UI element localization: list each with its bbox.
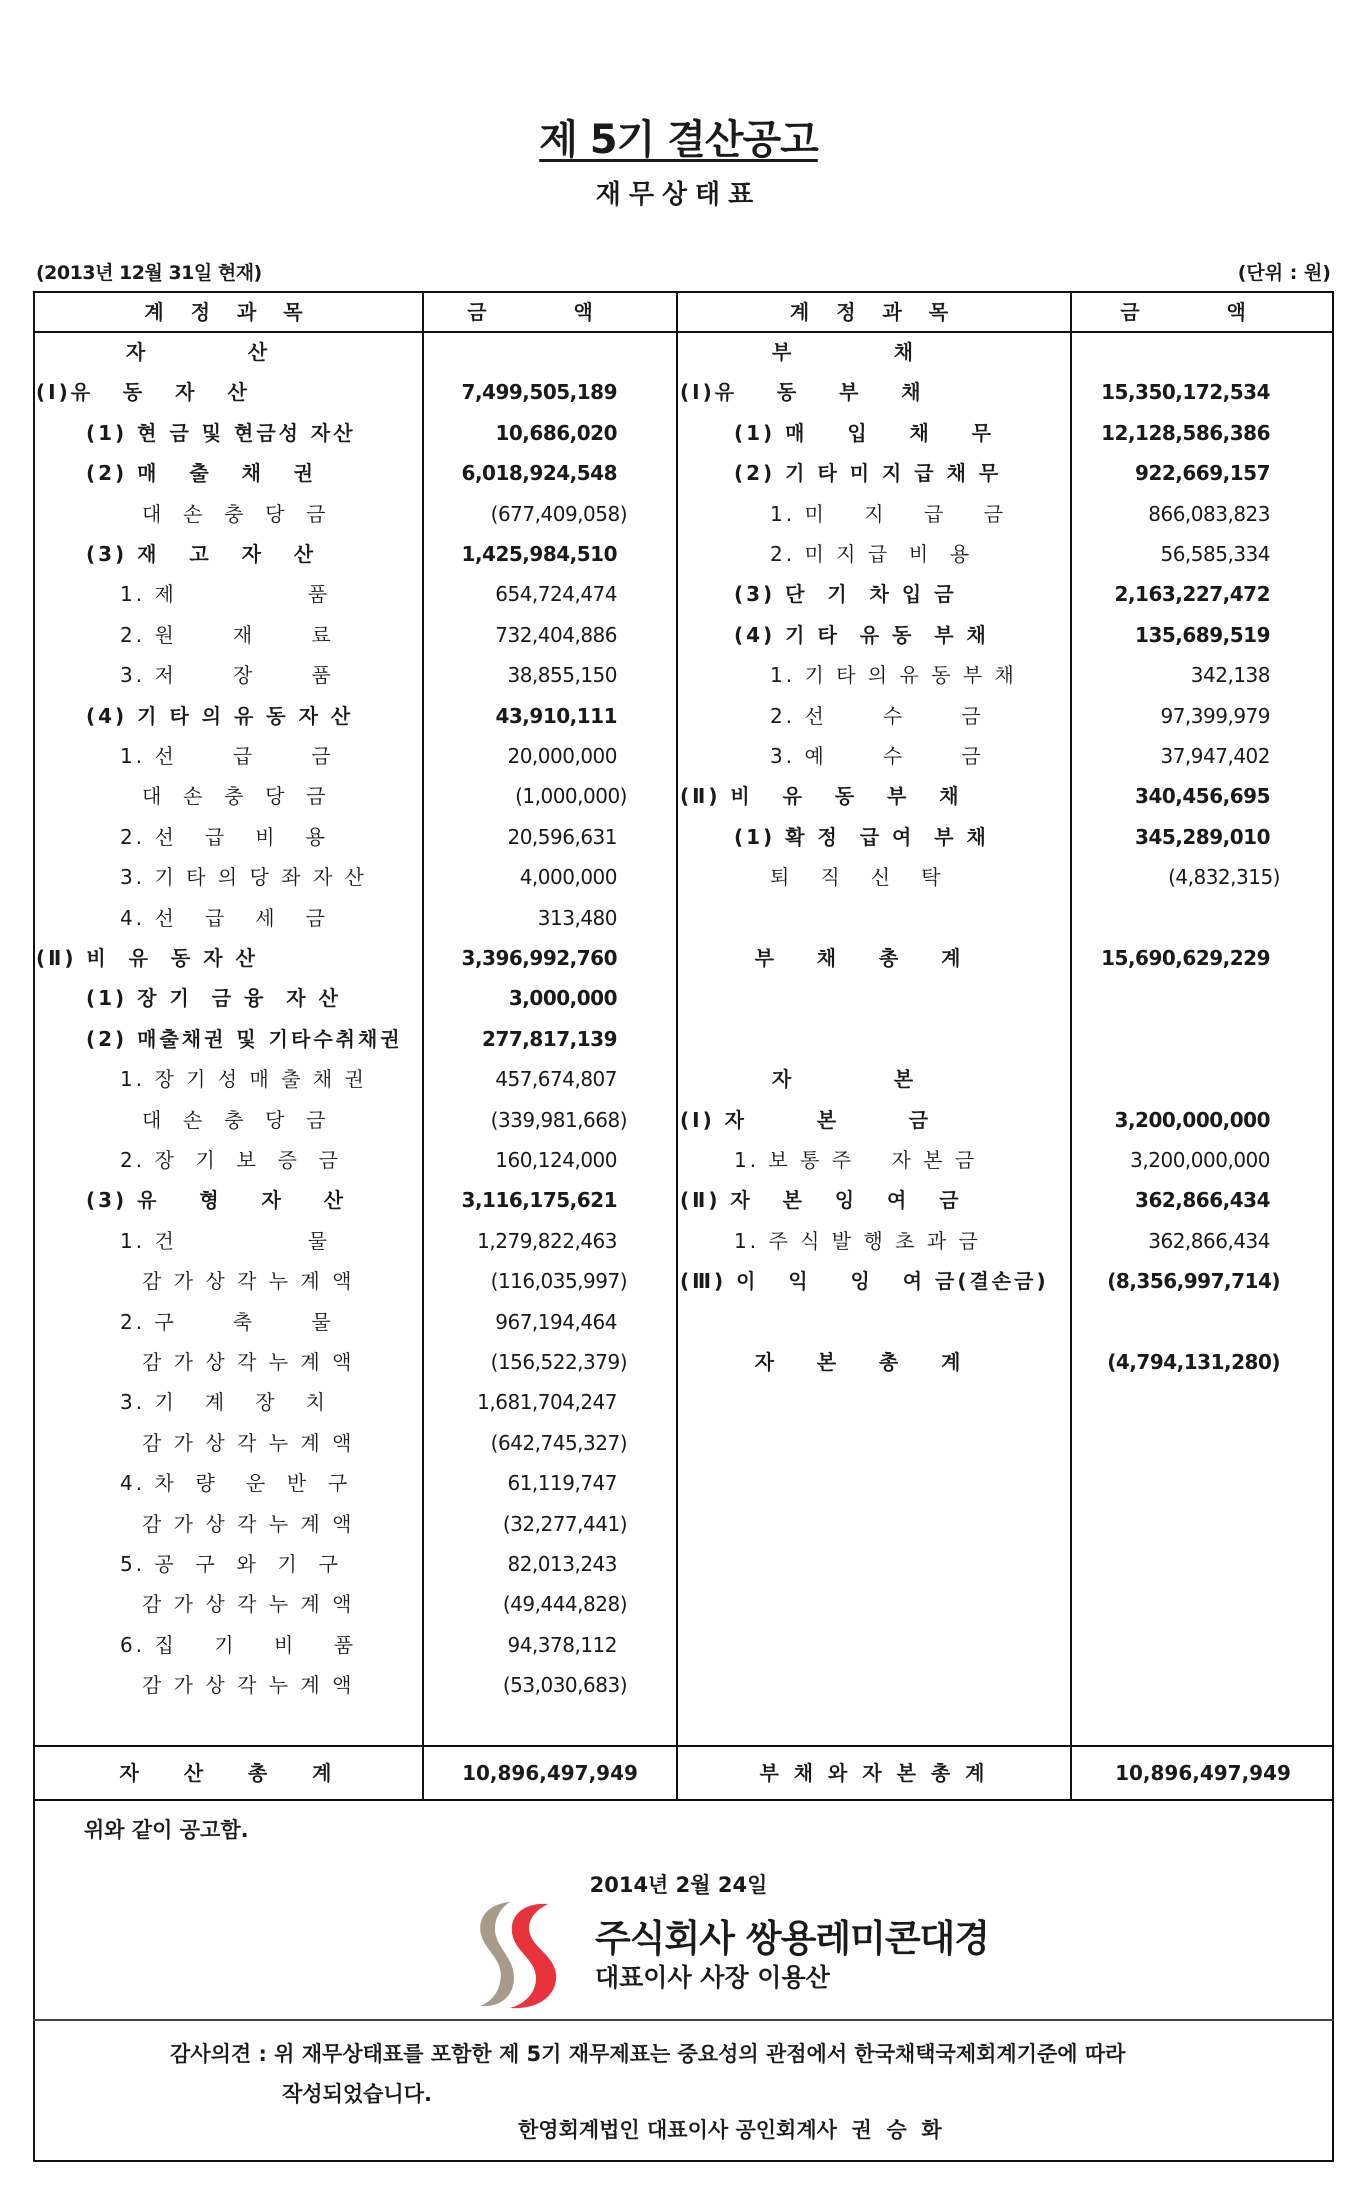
- statement-subtitle: 재무상태표: [595, 180, 762, 210]
- amount-value: 313,480: [537, 905, 617, 930]
- account-label: (2) 매출채권 및 기타수취채권: [86, 1026, 403, 1051]
- section-heading: 자 산: [125, 340, 271, 364]
- account-label: 대 손 충 당 금: [142, 1107, 329, 1132]
- amount-value: 3,396,992,760: [461, 946, 617, 970]
- amount-value: 97,399,979: [1160, 703, 1270, 728]
- amount-value: (339,981,668): [490, 1107, 627, 1132]
- amount-value: (32,277,441): [502, 1511, 627, 1536]
- account-label: (Ⅱ) 자 본 잉 여 금: [680, 1188, 962, 1213]
- amount-value: (4,832,315): [1168, 865, 1280, 890]
- amount-value: (49,444,828): [502, 1592, 627, 1617]
- amount-value: 7,499,505,189: [461, 380, 617, 405]
- amount-value: 20,596,631: [507, 824, 617, 849]
- audit-opinion-line-1: 감사의견 : 위 재무상태표를 포함한 제 5기 재무제표는 중요성의 관점에서 한국채택국제회계기준에 따라: [170, 2042, 1126, 2066]
- account-label: (1) 확 정 급 여 부 채: [734, 824, 989, 849]
- announcement-date: 2014년 2월 24일: [589, 1873, 768, 1897]
- account-label: (4) 기 타 유 동 부 채: [734, 622, 989, 647]
- account-label: (Ⅰ) 자 본 금: [680, 1107, 932, 1132]
- logo-red-s: [510, 1904, 556, 2008]
- account-label: (Ⅲ) 이 익 잉 여 금(결손금): [680, 1269, 1049, 1294]
- amount-value: 94,378,112: [507, 1632, 617, 1657]
- account-label: 1. 제 품: [120, 582, 331, 607]
- amount-value: 277,817,139: [482, 1026, 617, 1051]
- amount-value: 135,689,519: [1135, 622, 1270, 647]
- account-label: 대 손 충 당 금: [142, 784, 329, 809]
- account-label: 2. 미 지 급 비 용: [770, 542, 973, 566]
- subtotal-label: 자 본 총 계: [754, 1350, 964, 1374]
- amount-value: 4,000,000: [519, 865, 617, 890]
- representative-name: 대표이사 사장 이용산: [595, 1963, 830, 1992]
- amount-value: (1,000,000): [515, 784, 627, 809]
- account-label: 2. 선 수 금: [770, 703, 984, 728]
- account-label: 대 손 충 당 금: [142, 501, 329, 526]
- account-label: (1) 현 금 및 현금성 자산: [86, 420, 356, 445]
- account-label: 2. 장 기 보 증 금: [120, 1148, 341, 1172]
- account-label: 1. 건 물: [120, 1228, 331, 1253]
- amount-value: 3,116,175,621: [461, 1188, 617, 1213]
- announcement-text: 위와 같이 공고함.: [84, 1818, 249, 1842]
- total-liabilities-equity-amount: 10,896,497,949: [1115, 1761, 1291, 1785]
- account-label: (2) 매 출 채 권: [86, 461, 317, 486]
- account-label: 1. 장 기 성 매 출 채 권: [120, 1067, 367, 1092]
- subtotal-label: 부 채 총 계: [754, 946, 964, 970]
- account-label: 4. 차 량 운 반 구: [120, 1471, 351, 1496]
- column-divider-2: [676, 291, 678, 1801]
- account-label: (2) 기 타 미 지 급 채 무: [734, 461, 1002, 486]
- document-title: 제 5기 결산공고: [539, 117, 818, 163]
- amount-value: 732,404,886: [495, 622, 617, 647]
- amount-value: 20,000,000: [507, 744, 617, 768]
- account-label: 감 가 상 각 누 계 액: [142, 1350, 355, 1374]
- logo-gray-s: [480, 1902, 514, 2006]
- account-label: 감 가 상 각 누 계 액: [142, 1430, 355, 1455]
- totals-bottom-divider: [33, 1799, 1334, 1801]
- total-assets-amount: 10,896,497,949: [462, 1761, 638, 1785]
- amount-value: 56,585,334: [1160, 542, 1270, 566]
- amount-value: 362,866,434: [1135, 1188, 1270, 1213]
- account-label: 1. 보 통 주 자 본 금: [734, 1148, 978, 1172]
- amount-value: 362,866,434: [1148, 1228, 1270, 1253]
- account-label: (1) 장 기 금 융 자 산: [86, 986, 341, 1011]
- account-label: 감 가 상 각 누 계 액: [142, 1269, 355, 1294]
- header-divider: [33, 331, 1334, 333]
- amount-value: 345,289,010: [1135, 824, 1270, 849]
- auditor-signature: 한영회계법인 대표이사 공인회계사 권 승 화: [518, 2118, 942, 2142]
- amount-value: 38,855,150: [507, 663, 617, 688]
- amount-value: 12,128,586,386: [1101, 420, 1270, 445]
- header-account-left: 계 정 과 목: [144, 300, 313, 324]
- amount-value: (677,409,058): [490, 501, 627, 526]
- account-label: 감 가 상 각 누 계 액: [142, 1592, 355, 1617]
- amount-value: 10,686,020: [495, 420, 617, 445]
- amount-value: 342,138: [1190, 663, 1270, 688]
- account-label: 2. 구 축 물: [120, 1309, 334, 1334]
- amount-value: 2,163,227,472: [1114, 582, 1270, 607]
- section-heading: 부 채: [771, 340, 917, 364]
- amount-value: 1,681,704,247: [477, 1390, 617, 1415]
- header-amount-right: 금 액: [1120, 300, 1286, 324]
- amount-value: (8,356,997,714): [1107, 1269, 1280, 1294]
- audit-divider: [33, 2019, 1334, 2021]
- account-label: (3) 유 형 자 산: [86, 1188, 346, 1213]
- account-label: 5. 공 구 와 기 구: [120, 1552, 341, 1576]
- account-label: 퇴 직 신 탁: [770, 865, 944, 890]
- account-label: (4) 기 타 의 유 동 자 산: [86, 703, 354, 728]
- amount-value: 1,425,984,510: [461, 542, 617, 566]
- account-label: 3. 저 장 품: [120, 663, 334, 688]
- section-heading: 자 본: [771, 1067, 917, 1092]
- amount-value: 922,669,157: [1135, 461, 1270, 486]
- currency-unit: (단위 : 원): [1237, 262, 1331, 284]
- account-label: 2. 원 재 료: [120, 622, 334, 647]
- account-label: (Ⅱ) 비 유 동 자 산: [36, 946, 258, 970]
- amount-value: 61,119,747: [507, 1471, 617, 1496]
- amount-value: 457,674,807: [495, 1067, 617, 1092]
- amount-value: 15,690,629,229: [1101, 946, 1270, 970]
- account-label: 1. 기 타 의 유 동 부 채: [770, 663, 1017, 688]
- amount-value: 340,456,695: [1135, 784, 1270, 809]
- amount-value: 1,279,822,463: [477, 1228, 617, 1253]
- as-of-date: (2013년 12월 31일 현재): [36, 262, 262, 284]
- account-label: (Ⅰ)유 동 부 채: [680, 380, 924, 405]
- total-assets-label: 자 산 총 계: [119, 1761, 338, 1785]
- amount-value: (53,030,683): [502, 1673, 627, 1698]
- amount-value: 3,200,000,000: [1114, 1107, 1270, 1132]
- account-label: 3. 기 타 의 당 좌 자 산: [120, 865, 367, 890]
- audit-opinion-line-2: 작성되었습니다.: [282, 2082, 432, 2106]
- account-label: 2. 선 급 비 용: [120, 824, 328, 849]
- account-label: 3. 예 수 금: [770, 744, 984, 768]
- company-name: 주식회사 쌍용레미콘대경: [595, 1917, 990, 1960]
- account-label: 4. 선 급 세 금: [120, 905, 328, 930]
- amount-value: (116,035,997): [490, 1269, 627, 1294]
- account-label: (Ⅰ)유 동 자 산: [36, 380, 250, 405]
- amount-value: 6,018,924,548: [461, 461, 617, 486]
- amount-value: 82,013,243: [507, 1552, 617, 1576]
- account-label: (3) 단 기 차 입 금: [734, 582, 957, 607]
- account-label: 3. 기 계 장 치: [120, 1390, 328, 1415]
- header-amount-left: 금 액: [467, 300, 633, 324]
- account-label: 감 가 상 각 누 계 액: [142, 1511, 355, 1536]
- amount-value: 967,194,464: [495, 1309, 617, 1334]
- amount-value: 43,910,111: [495, 703, 617, 728]
- amount-value: 15,350,172,534: [1101, 380, 1270, 405]
- amount-value: (156,522,379): [490, 1350, 627, 1374]
- header-account-right: 계 정 과 목: [789, 300, 959, 324]
- account-label: (1) 매 입 채 무: [734, 420, 994, 445]
- amount-value: 866,083,823: [1148, 501, 1270, 526]
- account-label: (Ⅱ) 비 유 동 부 채: [680, 784, 962, 809]
- amount-value: 3,200,000,000: [1130, 1148, 1270, 1172]
- amount-value: (642,745,327): [490, 1430, 627, 1455]
- account-label: 1. 선 급 금: [120, 744, 334, 768]
- account-label: 1. 미 지 급 금: [770, 501, 1007, 526]
- account-label: 6. 집 기 비 품: [120, 1632, 357, 1657]
- account-label: (3) 재 고 자 산: [86, 542, 317, 566]
- amount-value: 160,124,000: [495, 1148, 617, 1172]
- account-label: 1. 주 식 발 행 초 과 금: [734, 1228, 981, 1253]
- amount-value: (4,794,131,280): [1107, 1350, 1280, 1374]
- account-label: 감 가 상 각 누 계 액: [142, 1673, 355, 1698]
- total-liabilities-equity-label: 부 채 와 자 본 총 계: [759, 1761, 989, 1785]
- amount-value: 3,000,000: [508, 986, 617, 1011]
- amount-value: 654,724,474: [495, 582, 617, 607]
- company-ss-logo-icon: [470, 1898, 562, 2010]
- amount-value: 37,947,402: [1160, 744, 1270, 768]
